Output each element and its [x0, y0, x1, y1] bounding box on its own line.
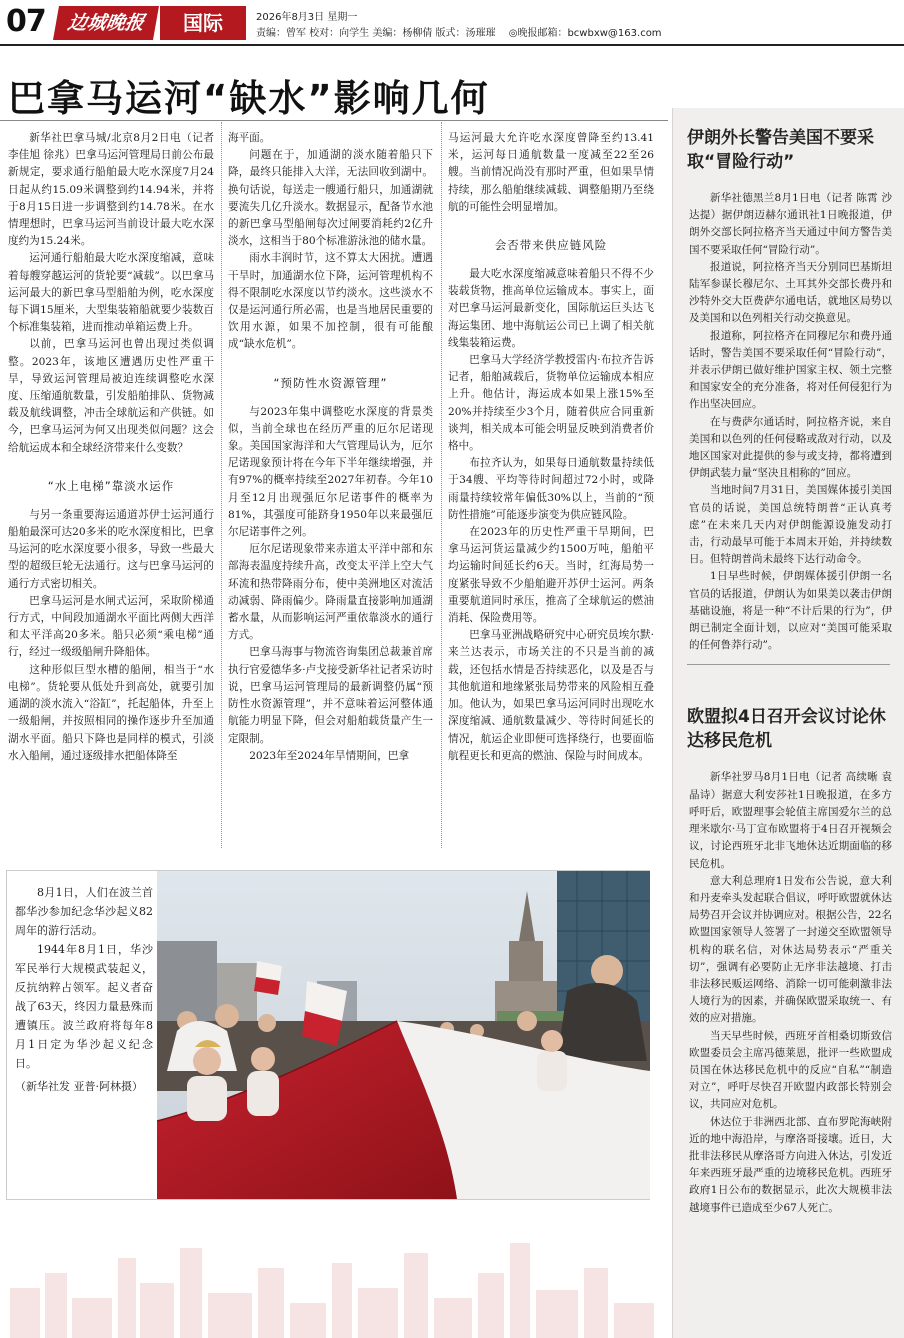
paragraph: 这种形似巨型水槽的船闸，相当于“水电梯”。货轮要从低处升到高处，就要引加通湖的淡水流入“浴缸”，托起船体，升至上一级船闸，并按照相同的操作逐步升至加通湖水平面。船只下降也是同样的模式，引淡水入船闸，通过逐级排水把船体降至	[8, 663, 214, 762]
paragraph: 布拉齐认为，如果每日通航数量持续低于34艘、平均等待时间超过72小时，或降雨量持续较常年偏低30%以上，当前的“预防性措施”可能逐步演变为供应链风险。	[448, 457, 654, 521]
paragraph: 1日早些时候，伊朗媒体援引伊朗一名官员的话报道，伊朗认为如果美以袭击伊朗基础设施，将是一种“不计后果的行为”，伊朗已制定全面计划，以应对“美国可能采取的任何鲁莽行动”。	[689, 570, 892, 652]
issue-date: 2026年8月3日 星期一	[256, 12, 358, 23]
paragraph: 休达位于非洲西北部、直布罗陀海峡附近的地中海沿岸，与摩洛哥接壤。近日，大批非法移民从摩洛哥方向进入休达，引发近年来西班牙最严重的边境移民危机。西班牙政府1日公布的数据显示，此次大规模非法越境事件已造成至少67人死亡。	[689, 1115, 892, 1214]
paragraph: 马运河最大允许吃水深度曾降至约13.41米，运河每日通航数量一度减至22至26艘。当前情况尚没有那时严重，但如果旱情持续，那么船舶继续减载、调整船期乃至绕航的可能性会明显增加。	[448, 132, 654, 213]
paragraph: 巴拿马运河是水闸式运河，采取阶梯通行方式，中间段加通湖水平面比两侧大西洋和太平洋高20多米。船只必须“乘电梯”通行，经过一级级船闸升降船体。	[8, 594, 214, 659]
page-number: 07	[6, 4, 46, 39]
photo-credit: （新华社发 亚普·阿林摄）	[15, 1080, 143, 1093]
email-line: ◎晚报邮箱：bcwbxw@163.com	[508, 28, 662, 39]
paragraph: 新华社罗马8月1日电（记者 高续晰 袁晶诗）据意大利安莎社1日晚报道，在多方呼吁后，欧盟理事会轮值主席国爱尔兰的总理米歇尔·马丁宣布欧盟将于4日召开视频会议，讨论西班牙北非飞地休达近期面临的移民危机。	[689, 771, 892, 870]
paragraph: 巴拿马亚洲战略研究中心研究员埃尔默·来兰达表示，市场关注的不只是当前的减载，还包括水情是否持续恶化，以及是否与其他航道和地缘紧张局势带来的风险相互叠加。他认为，如果巴拿马运河同时出现吃水深度缩减、通航数量减少、等待时间延长的情况，航运企业即便可选择绕行，也要面临航程更长和更高的燃油、保险与时间成本。	[448, 629, 654, 762]
photo-caption	[15, 883, 153, 1096]
paragraph: 意大利总理府1日发布公告说，意大利和丹麦牵头发起联合倡议，呼吁欧盟就休达局势召开会议并协调应对。根据公告，22名欧盟国家领导人签署了一封递交至欧盟领导机构的联名信，对休达局势表示“严重关切”，强调有必要防止无序非法越境、打击非法移民贩运网络、消除一切可能刺激非法人境行为的因素，并确保欧盟采取统一、有效的应对措施。	[689, 874, 892, 1025]
caption-text: 8月1日，人们在波兰首都华沙参加纪念华沙起义82周年的游行活动。	[15, 886, 153, 937]
paragraph: 与另一条重要海运通道苏伊士运河通行船舶最深可达20多米的吃水深度相比，巴拿马运河的吃水深度要小很多，导致一些最大型的超级巨轮无法通行。这与巴拿马运河的通行方式密切相关。	[8, 508, 214, 590]
paragraph: 在与费萨尔通话时，阿拉格齐说，来自美国和以色列的任何侵略或敌对行动，以及地区国家对此提供的参与或支持，都将遭到伊朗武装力量“坚决且相称的”回应。	[689, 415, 892, 480]
subheading: “水上电梯”靠淡水运作	[47, 478, 175, 493]
paragraph: 巴拿马大学经济学教授雷内·布拉齐告诉记者，船舶减载后，货物单位运输成本相应上升。他估计，海运成本如果上涨15%至20%并持续至少3个月，随着供应合同重新谈判，相关成本可能会明显反映到消费者价格中。	[448, 354, 654, 453]
paragraph: 当天早些时候，西班牙首相桑切斯致信欧盟委员会主席冯德莱恩，批评一些欧盟成员国在休达移民危机中的反应“自私”“制造对立”，呼吁尽快召开欧盟内政部长特别会议，共同应对危机。	[689, 1029, 892, 1111]
paragraph: 最大吃水深度缩减意味着船只不得不少装载货物，推高单位运输成本。事实上，面对巴拿马运河最新变化，国际航运巨头达飞海运集团、地中海航运公司已上调了相关航线集装箱运费。	[448, 268, 654, 349]
article-column-1	[8, 130, 214, 842]
parade-photo-illustration	[157, 871, 650, 1199]
paragraph: 运河通行船舶最大吃水深度缩减，意味着每艘穿越运河的货轮要“减载”。以巴拿马运河最大的新巴拿马型船舶为例，吃水深度每下调15厘米，大型集装箱船就要少装数百个标准集装箱，进而推动单箱运费上升。	[8, 252, 214, 334]
paragraph: 以前，巴拿马运河也曾出现过类似调整。2023年，该地区遭遇历史性严重干旱，导致运河管理局被迫连续调整吃水深度、压缩通航数量，引发船舶排队、货物减载及航线调整，冲击全球航运和产供链。如今，巴拿马运河为何又出现类似问题？这会给航运成本和全球经济带来什么变数？	[8, 338, 214, 454]
paragraph: 新华社巴拿马城/北京8月2日电（记者 李佳旭 徐兆）巴拿马运河管理局日前公布最新规定，要求通行船舶最大吃水深度7月24日起从约15.09米调整到约14.94米，并将于8月15日进一步调整到约14.78米。在水情理想时，巴拿马运河当前设计最大吃水深度约为15.24米。	[8, 132, 214, 248]
column-separator	[441, 122, 442, 848]
headline-rule	[0, 120, 668, 121]
paragraph: 巴拿马海事与物流咨询集团总裁兼首席执行官爱德华多·卢戈接受新华社记者采访时说，巴拿马运河管理局的最新调整仍属“预防性水资源管理”，并不意味着运河整体通航能力明显下降，但会对船舶载货量产生一定限制。	[228, 646, 433, 745]
paragraph: 厄尔尼诺现象带来赤道太平洋中部和东部海表温度持续升高，改变太平洋上空大气环流和热带降雨分布，使中美洲地区对流活动减弱、降雨偏少。降雨量直接影响加通湖蓄水量，从而影响运河严重依靠淡水的通行方式。	[228, 543, 433, 642]
article-column-2	[228, 130, 433, 842]
side-story-body	[689, 769, 892, 1216]
caption-text: 1944年8月1日，华沙军民举行大规模武装起义，反抗纳粹占领军。起义者奋战了63天，终因力量悬殊而遭镇压。波兰政府将每年8月1日定为华沙起义纪念日。	[15, 943, 153, 1070]
masthead	[0, 0, 904, 56]
side-story-title: 伊朗外长警告美国不要采取“冒险行动”	[687, 128, 874, 172]
paragraph: 报道说，阿拉格齐当天分别同巴基斯坦陆军参谋长穆尼尔、土耳其外交部长费丹和沙特外交大臣费萨尔通电话，就地区局势以及美国和以色列相关行动交换意见。	[689, 260, 892, 325]
paragraph: 在2023年的历史性严重干旱期间，巴拿马运河货运量减少约1500万吨，船舶平均运输时间延长约6天。当时，红海局势一度紧张导致不少船舶避开苏伊士运河。两条重要航道同时承压，推高了全球航运的燃油消耗、保险费用等。	[448, 526, 654, 625]
side-column	[672, 108, 904, 1338]
side-story-title: 欧盟拟4日召开会议讨论休达移民危机	[687, 707, 886, 752]
paragraph: 与2023年集中调整吃水深度的背景类似，当前全球也在经历严重的厄尔尼诺现象。美国国家海洋和大气管理局认为，厄尔尼诺现象预计将在今年下半年继续增强，并有97%的概率持续至2027年初春。今年10月至12月出现强厄尔尼诺事件的概率为81%，其强度可能跻身1950年以来最强厄尔尼诺事件之列。	[228, 405, 433, 539]
paragraph: 报道称，阿拉格齐在同穆尼尔和费丹通话时，警告美国不要采取任何“冒险行动”，并表示伊朗已做好维护国家主权、领土完整和国家安全的充分准备，将对任何侵犯行为作出坚决回应。	[689, 329, 892, 411]
section-label: 国际	[160, 6, 246, 40]
paragraph: 当地时间7月31日，美国媒体援引美国官员的话说，美国总统特朗普“正认真考虑”在未来几天内对伊朗能源设施发动打击，行动最早可能于本周末开始，并持续数日。但特朗普尚未最终下达行动命令。	[689, 484, 892, 566]
paragraph: 2023年至2024年旱情期间，巴拿	[249, 749, 410, 762]
article-column-3	[448, 130, 654, 842]
paragraph: 问题在于，加通湖的淡水随着船只下降，最终只能排入大洋，无法回收到湖中。换句话说，每送走一艘通行船只，加通湖就要流失几亿升淡水。数据显示，配备节水池的新巴拿马型船闸每次过闸要消耗约2亿升淡水，这相当于80个标准游泳池的储水量。	[228, 149, 433, 248]
editor-credits	[256, 24, 662, 39]
paper-name: 边城晚报	[53, 6, 159, 40]
subheading: 会否带来供应链风险	[494, 238, 608, 253]
credits-line: 责编：曾军 校对：向学生 美编：杨柳倩 版式：汤璀璀	[256, 28, 496, 39]
news-photo	[157, 871, 650, 1199]
header-rule	[0, 44, 904, 46]
paragraph: 新华社德黑兰8月1日电（记者 陈霄 沙达提）据伊朗迈赫尔通讯社1日晚报道，伊朗外交部长阿拉格齐当天通过中间方警告美国不要采取任何“冒险行动”。	[689, 192, 892, 256]
skyline-graphic	[0, 1218, 672, 1338]
main-headline: 巴拿马运河“缺水”影响几何	[8, 77, 490, 120]
paragraph: 雨水丰润时节，这不算太大困扰。遭遇干旱时，加通湖水位下降，运河管理机构不得不限制吃水深度以节约淡水。这些淡水不仅是运河通行所必需，也是当地居民重要的饮用水源，如果不加控制，很有可能酿成“缺水危机”。	[228, 252, 433, 351]
side-divider	[687, 664, 890, 665]
side-story-body	[689, 190, 892, 654]
column-separator	[221, 122, 222, 848]
decorative-skyline	[0, 1218, 672, 1338]
subheading: “预防性水资源管理”	[273, 375, 388, 390]
paragraph: 海平面。	[228, 132, 271, 144]
photo-block	[6, 870, 650, 1200]
